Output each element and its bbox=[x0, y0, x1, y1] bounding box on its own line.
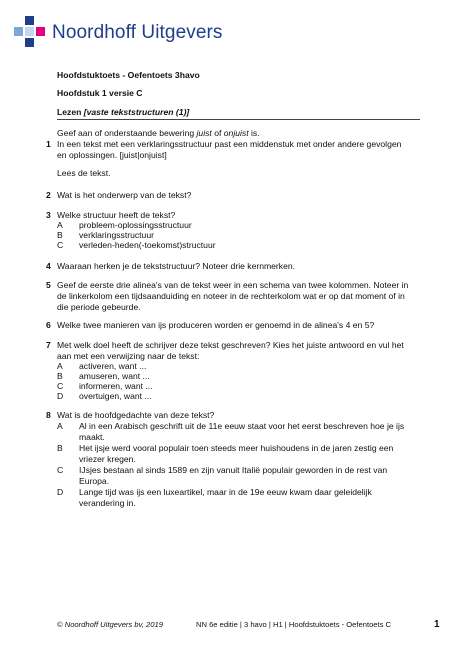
question-number: 1 bbox=[46, 139, 51, 149]
answer-option: A Al in een Arabisch geschrift uit de 11e eeuw staat voor het eerst beschreven hoe je ijs bbox=[57, 421, 405, 431]
question-number: 8 bbox=[46, 410, 51, 420]
question-number: 5 bbox=[46, 280, 51, 290]
question-text: Geef de eerste drie alinea's van de tekst weer in een schema van twee kolommen. Noteer in bbox=[57, 280, 409, 290]
answer-option: C IJsjes bestaan al sinds 1589 en zijn vanuit Italië populair geworden in de rest van bbox=[57, 465, 388, 475]
question-text: aan met een verwijzing naar de tekst: bbox=[57, 351, 200, 361]
answer-option: A probleem-oplossingsstructuur bbox=[57, 220, 192, 230]
question-number: 6 bbox=[46, 320, 51, 330]
question-text: en oplossingen. [juist|onjuist] bbox=[57, 150, 167, 160]
page-number: 1 bbox=[434, 619, 440, 630]
read-instruction: Lees de tekst. bbox=[57, 168, 111, 178]
question-text: In een tekst met een verklaringsstructuur past een middenstuk met onder andere gevolgen bbox=[57, 139, 402, 149]
question-text: Welke structuur heeft de tekst? bbox=[57, 210, 176, 220]
question-text: de linkerkolom een tijdsaanduiding en noteer in de rechterkolom wat er op dat moment of in bbox=[57, 291, 405, 301]
section-italic: [vaste tekststructuren (1)] bbox=[83, 107, 190, 117]
footer-meta: NN 6e editie | 3 havo | H1 | Hoofdstuktoets - Oefentoets C bbox=[196, 620, 392, 629]
copyright-notice: © Noordhoff Uitgevers bv, 2019 bbox=[57, 620, 163, 629]
logo-text: Noordhoff Uitgevers bbox=[52, 22, 223, 43]
answer-option: C informeren, want ... bbox=[57, 381, 153, 391]
answer-option: A activeren, want ... bbox=[57, 361, 147, 371]
answer-option: B amuseren, want ... bbox=[57, 371, 150, 381]
instruction-onjuist: onjuist bbox=[223, 128, 249, 138]
question-text: Welke twee manieren van ijs produceren worden er genoemd in de alinea's 4 en 5? bbox=[57, 320, 375, 330]
answer-option: D overtuigen, want ... bbox=[57, 391, 152, 401]
answer-option: C verleden-heden(-toekomst)structuur bbox=[57, 240, 216, 250]
publisher-logo bbox=[14, 16, 223, 50]
instruction-prefix: Geef aan of onderstaande bewering bbox=[57, 128, 197, 138]
logo-mark-icon bbox=[14, 16, 46, 50]
question-text: Wat is de hoofdgedachte van deze tekst? bbox=[57, 410, 215, 420]
question-number: 7 bbox=[46, 340, 51, 350]
question-number: 4 bbox=[46, 261, 51, 271]
question-number: 2 bbox=[46, 190, 51, 200]
answer-option-continuation: maakt. bbox=[79, 432, 105, 442]
section-divider bbox=[57, 119, 420, 120]
chapter-subtitle: Hoofdstuk 1 versie C bbox=[57, 88, 143, 98]
question-text: Wat is het onderwerp van de tekst? bbox=[57, 190, 192, 200]
section-prefix: Lezen bbox=[57, 107, 84, 117]
answer-option: B Het ijsje werd vooral populair toen steeds meer huishoudens in de jaren zestig een bbox=[57, 443, 394, 453]
instruction-line bbox=[57, 128, 260, 139]
instruction-suffix: is. bbox=[248, 128, 260, 138]
section-heading bbox=[57, 107, 189, 117]
instruction-of: of bbox=[211, 128, 224, 138]
answer-option: B verklaringsstructuur bbox=[57, 230, 154, 240]
question-number: 3 bbox=[46, 210, 51, 220]
document-title: Hoofdstuktoets - Oefentoets 3havo bbox=[57, 70, 200, 80]
answer-option-continuation: Europa. bbox=[79, 476, 110, 486]
answer-option: D Lange tijd was ijs een luxeartikel, maar in de 19e eeuw kwam daar geleidelijk bbox=[57, 487, 372, 497]
instruction-juist: juist bbox=[196, 128, 212, 138]
answer-option-continuation: verandering in. bbox=[79, 498, 136, 508]
question-text: die periode gebeurde. bbox=[57, 302, 141, 312]
question-text: Waaraan herken je de tekststructuur? Noteer drie kernmerken. bbox=[57, 261, 296, 271]
question-text: Met welk doel heeft de schrijver deze tekst geschreven? Kies het juiste antwoord en vul het bbox=[57, 340, 404, 350]
answer-option-continuation: vriezer kregen. bbox=[79, 454, 136, 464]
